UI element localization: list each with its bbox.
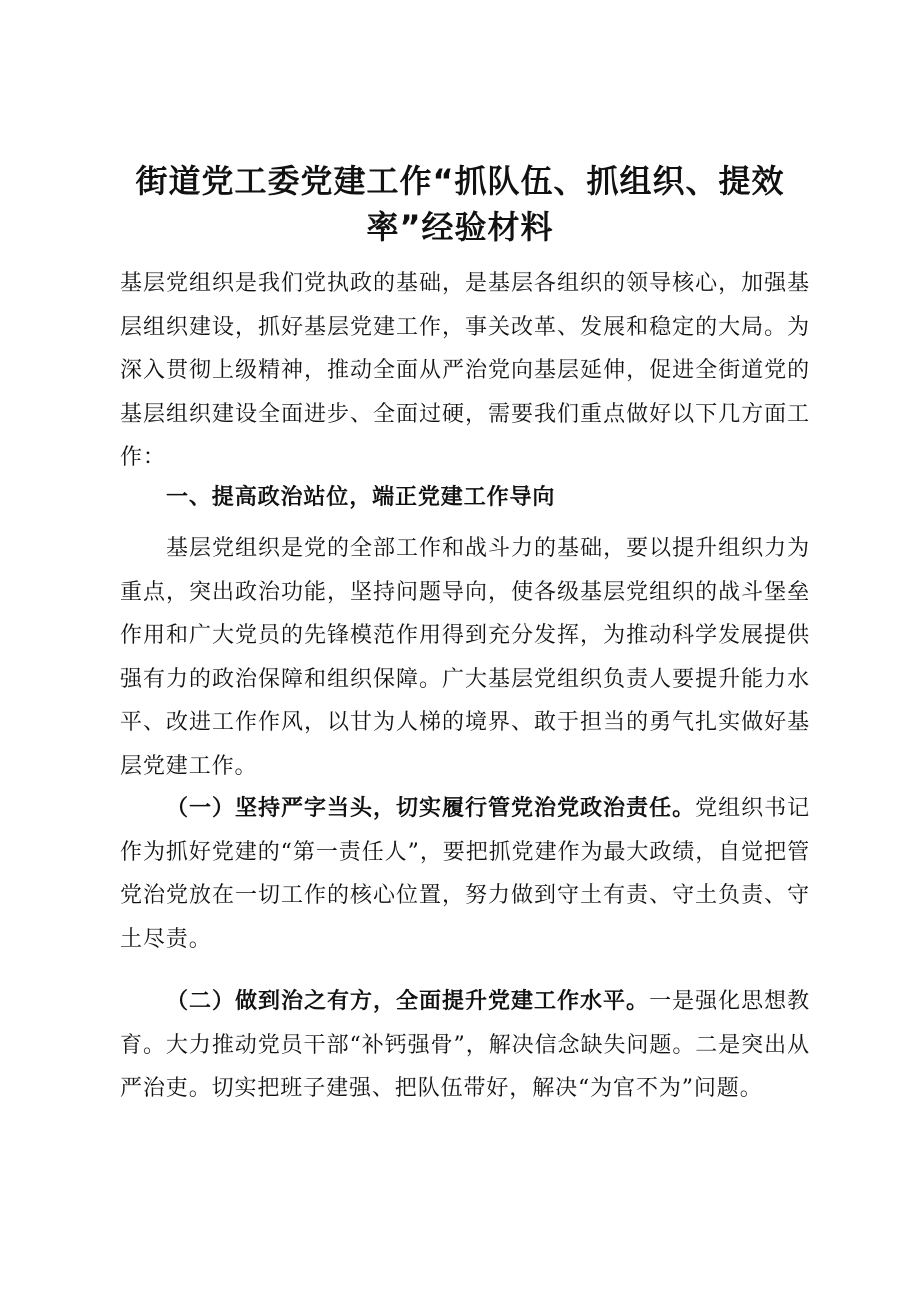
subsection-1-text: 党组织书记作为抓好党建的“第一责任人”，要把抓党建作为最大政绩，自觉把管党治党放在一切工作的核心位置，努力做到守土有责、守土负责、守土尽责。 [120, 796, 810, 952]
subsection-2-text: 一是强化思想教育。大力推动党员干部“补钙强骨”，解决信念缺失问题。二是突出从严治吏。切实把班子建强、把队伍带好，解决“为官不为”问题。 [120, 989, 810, 1101]
intro-paragraph: 基层党组织是我们党执政的基础，是基层各组织的领导核心，加强基层组织建设，抓好基层党建工作，事关改革、发展和稳定的大局。为深入贯彻上级精神，推动全面从严治党向基层延伸，促进全街道党的基层组织建设全面进步、全面过硬，需要我们重点做好以下几方面工作： [120, 271, 810, 470]
subsection-2-lead: （二）做到治之有方，全面提升党建工作水平。 [166, 989, 650, 1014]
document-title: 街道党工委党建工作“抓队伍、抓组织、提效率”经验材料 [135, 162, 785, 246]
subsection-1-paragraph [120, 787, 810, 961]
subsection-1-lead: （一）坚持严字当头，切实履行管党治党政治责任。 [166, 796, 696, 821]
subsection-2-paragraph [120, 980, 810, 1111]
section-body-paragraph: 基层党组织是党的全部工作和战斗力的基础，要以提升组织力为重点，突出政治功能，坚持问题导向，使各级基层党组织的战斗堡垒作用和广大党员的先锋模范作用得到充分发挥，为推动科学发展提供强有力的政治保障和组织保障。广大基层党组织负责人要提升能力水平、改进工作作风，以甘为人梯的境界、敢于担当的勇气扎实做好基层党建工作。 [120, 536, 810, 779]
section-heading: 一、提高政治站位，端正党建工作导向 [166, 485, 556, 510]
